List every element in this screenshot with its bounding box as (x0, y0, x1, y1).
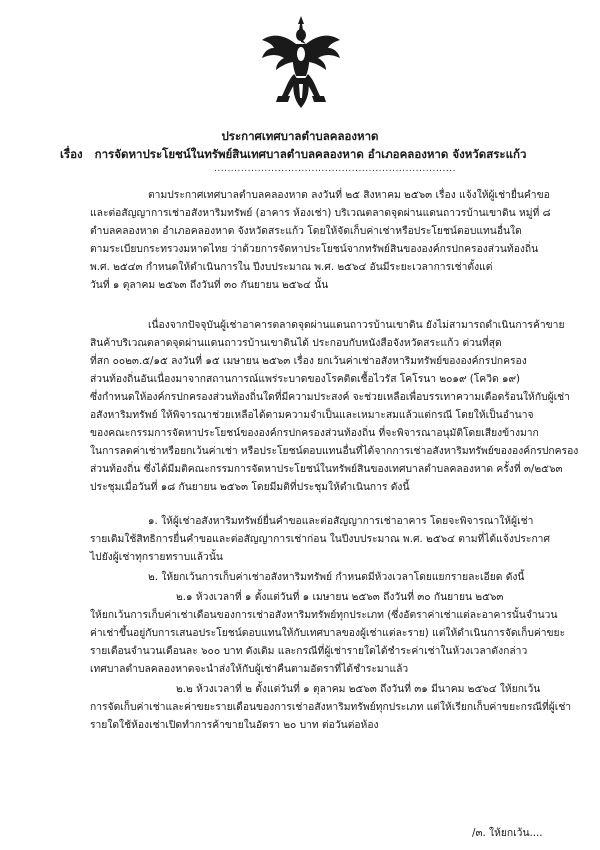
item-2-2-line: รายใดใช้ห้องเช่าเปิดทำการค้าขายในอัตรา ๒๐ บาท ต่อวันต่อห้อง (90, 719, 379, 731)
document-subject (60, 146, 560, 162)
paragraph-2-line: ของคณะกรรมการจัดหาประโยชน์ขององค์กรปกครองส่วนท้องถิ่น ที่จะพิจารณาอนุมัติโดยเสียงข้างมาก (90, 427, 539, 439)
continuation-marker: /๓. ให้ยกเว้น.... (472, 827, 543, 839)
garuda-emblem-icon (258, 14, 344, 110)
paragraph-2-line: สินค้าบริเวณตลาดจุดผ่านแดนถาวรบ้านเขาดินได้ ประกอบกับหนังสือจังหวัดสระแก้ว ด่วนที่สุด (90, 337, 502, 349)
dotted-divider: ........................................................................ (214, 164, 456, 174)
item-1-line: ไปยังผู้เช่าทุกรายทราบแล้วนั้น (90, 551, 223, 563)
document-org-title: ประกาศเทศบาลตำบลคลองหาด (221, 129, 379, 143)
item-2-1-line: ค่าเช่าขึ้นอยู่กับการเสนอประโยชน์ตอบแทนให้กับเทศบาลของผู้เช่าแต่ละราย) แต่ให้ดำเนินการจัดเก็บค่าขยะ (90, 627, 566, 639)
item-2-line: ๒. ให้ยกเว้นการเก็บค่าเช่าอสังหาริมทรัพย์ กำหนดมีห้วงเวลาโดยแยกรายละเอียด ดังนี้ (148, 571, 525, 583)
paragraph-2-line: อสังหาริมทรัพย์ ให้พิจารณาช่วยเหลือได้ตามความจำเป็นและเหมาะสมแล้วแต่กรณี โดยให้เป็นอำนาจ (90, 409, 534, 421)
paragraph-2-line: เนื่องจากปัจจุบันผู้เช่าอาคารตลาดจุดผ่านแดนถาวรบ้านเขาดิน ยังไม่สามารถดำเนินการค้าขาย (148, 319, 565, 331)
paragraph-1-line: ตำบลคลองหาด อำเภอคลองหาด จังหวัดสระแก้ว โดยให้จัดเก็บค่าเช่าหรือประโยชน์ตอบแทนอื่นใด (90, 225, 522, 237)
item-1-line: ๑. ให้ผู้เช่าอสังหาริมทรัพย์ยื่นคำขอและต่อสัญญาการเช่าอาคาร โดยจะพิจารณาให้ผู้เช่า (148, 515, 534, 527)
item-1-line: รายเดิมใช้สิทธิการยื่นคำขอและต่อสัญญาการเช่าก่อน ในปีงบประมาณ พ.ศ. ๒๕๖๔ ตามที่ได้แจ้งประกาศ (90, 533, 550, 545)
paragraph-2-line: ซึ่งกำหนดให้องค์กรปกครองส่วนท้องถิ่นใดที่มีความประสงค์ จะช่วยเหลือเพื่อบรรเทาความเดือดร้อนให้กับผู้เช่า (90, 391, 570, 403)
item-2-1-line: ๒.๑ ห้วงเวลาที่ ๑ ตั้งแต่วันที่ ๑ เมษายน ๒๕๖๓ ถึงวันที่ ๓๐ กันยายน ๒๕๖๓ (176, 591, 504, 603)
paragraph-1-line: และต่อสัญญาการเช่าอสังหาริมทรัพย์ (อาคาร ห้องเช่า) บริเวณตลาดจุดผ่านแดนถาวรบ้านเขาดิน หมู่ที่ ๘ (90, 207, 551, 219)
paragraph-2-line: ส่วนท้องถิ่นอันเนื่องมาจากสถานการณ์แพร่ระบาดของโรคติดเชื้อไวรัส โคโรนา ๒๐๑๙ (โควิด ๑๙) (90, 373, 521, 385)
paragraph-2-line: ที่สก ๐๐๒๓.๕/๑๕ ลงวันที่ ๑๕ เมษายน ๒๕๖๓ เรื่อง ยกเว้นค่าเช่าอสังหาริมทรัพย์ขององค์กรปกครอง (90, 355, 527, 367)
paragraph-1-line: ตามระเบียบกระทรวงมหาดไทย ว่าด้วยการจัดหาประโยชน์จากทรัพย์สินขององค์กรปกครองส่วนท้องถิ่น (90, 243, 539, 255)
subject-text: การจัดหาประโยชน์ในทรัพย์สินเทศบาลตำบลคลองหาด อำเภอคลองหาด จังหวัดสระแก้ว (94, 147, 527, 161)
paragraph-2-line: ประชุมเมื่อวันที่ ๑๘ กันยายน ๒๕๖๓ โดยมีมติที่ประชุมให้ดำเนินการ ดังนี้ (90, 481, 410, 493)
item-2-2-line: การจัดเก็บค่าเช่าและค่าขยะรายเดือนของการเช่าอสังหาริมทรัพย์ทุกประเภท แต่ให้เรียกเก็บค่าขยะกรณีที่ผู้เช่า (90, 701, 572, 713)
item-2-1-line: ให้ยกเว้นการเก็บค่าเช่าเดือนของการเช่าอสังหาริมทรัพย์ทุกประเภท (ซึ่งอัตราค่าเช่าแต่ละอาคารนั้นจำนวน (90, 609, 558, 621)
item-2-2-line: ๒.๒ ห้วงเวลาที่ ๒ ตั้งแต่วันที่ ๑ ตุลาคม ๒๕๖๓ ถึงวันที่ ๓๑ มีนาคม ๒๕๖๔ ให้ยกเว้น (176, 683, 541, 695)
paragraph-2-line: ส่วนท้องถิ่น ซึ่งได้มีมติคณะกรรมการจัดหาประโยชน์ในทรัพย์สินของเทศบาลตำบลคลองหาด ครั้งที่ ๓/๒๕๖๓ (90, 463, 563, 475)
paragraph-1-line: ตามประกาศเทศบาลตำบลคลองหาด ลงวันที่ ๒๕ สิงหาคม ๒๕๖๓ เรื่อง แจ้งให้ผู้เช่ายื่นคำขอ (148, 189, 550, 201)
item-2-1-line: รายเดือนจำนวนเดือนละ ๖๐๐ บาท ดังเดิม และกรณีที่ผู้เช่ารายใดได้ชำระค่าเช่าในห้วงเวลาดังกล่าว (90, 645, 528, 657)
paragraph-2-line: ในการลดค่าเช่าหรือยกเว้นค่าเช่า หรือประโยชน์ตอบแทนอื่นที่ได้จากการเช่าอสังหาริมทรัพย์ขององค์กรปกครอง (90, 445, 579, 457)
paragraph-1-line: วันที่ ๑ ตุลาคม ๒๕๖๓ ถึงวันที่ ๓๐ กันยายน ๒๕๖๔ นั้น (90, 279, 329, 291)
subject-label: เรื่อง (60, 147, 83, 161)
item-2-1-line: เทศบาลตำบลคลองหาดจะนำส่งให้กับผู้เช่าคืนตามอัตราที่ได้ชำระมาแล้ว (90, 663, 409, 675)
paragraph-1-line: พ.ศ. ๒๕๔๓ กำหนดให้ดำเนินการใน ปีงบประมาณ พ.ศ. ๒๕๖๔ อันมีระยะเวลาการเช่าตั้งแต่ (90, 261, 493, 273)
